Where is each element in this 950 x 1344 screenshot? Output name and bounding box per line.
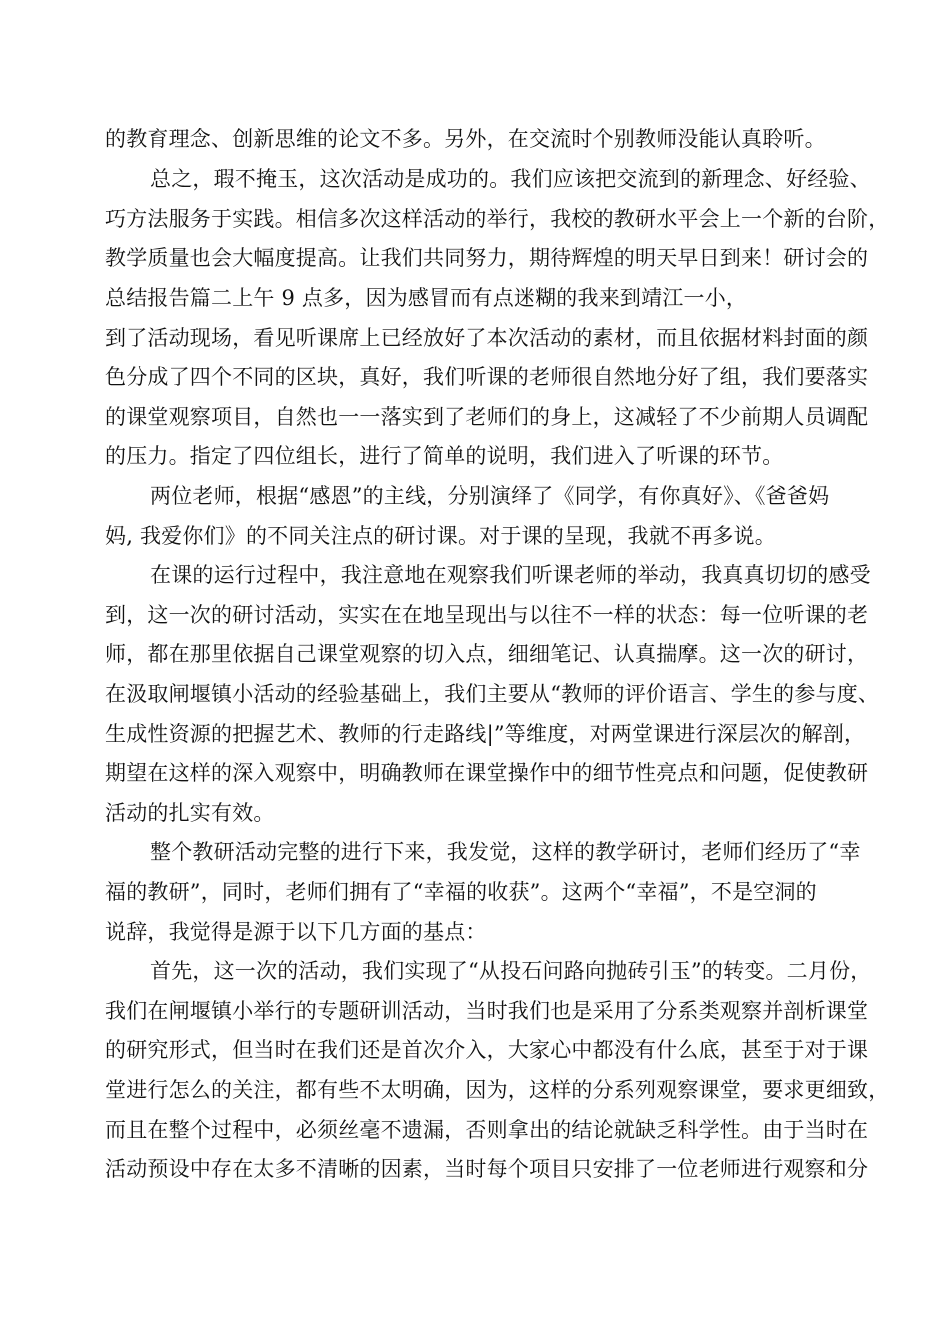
text-line: 到，这一次的研讨活动，实实在在地呈现出与以往不一样的状态：每一位听课的老 (105, 603, 869, 627)
text-line: 福的教研”，同时，老师们拥有了“幸福的收获”。这两个“幸福”，不是空洞的 (105, 880, 817, 904)
text-line: 色分成了四个不同的区块，真好，我们听课的老师很自然地分好了组，我们要落实 (105, 365, 869, 389)
text-line: 巧方法服务于实践。相信多次这样活动的举行，我校的教研水平会上一个新的台阶， (105, 207, 890, 231)
text-line: 教学质量也会大幅度提高。让我们共同努力，期待辉煌的明天早日到来！研讨会的 (105, 246, 869, 270)
text-line: 生成性资源的把握艺术、教师的行走路线|”等维度，对两堂课进行深层次的解剖， (105, 722, 866, 746)
text-line: 说辞，我觉得是源于以下几方面的基点： (105, 920, 487, 944)
text-line: 的课堂观察项目，自然也一一落实到了老师们的身上，这减轻了不少前期人员调配 (105, 405, 869, 429)
text-line: 活动的扎实有效。 (105, 801, 275, 825)
text-line: 妈, 我爱你们》的不同关注点的研讨课。对于课的呈现，我就不再多说。 (105, 524, 776, 548)
text-line: 我们在闸堰镇小举行的专题研训活动，当时我们也是采用了分系类观察并剖析课堂 (105, 999, 869, 1023)
text-line: 的压力。指定了四位组长，进行了简单的说明，我们进入了听课的环节。 (105, 444, 784, 468)
text-line: 到了活动现场，看见听课席上已经放好了本次活动的素材，而且依据材料封面的颜 (105, 326, 869, 350)
text-line: 的教育理念、创新思维的论文不多。另外，在交流时个别教师没能认真聆听。 (105, 127, 826, 151)
text-line: 总之，瑕不掩玉，这次活动是成功的。我们应该把交流到的新理念、好经验、 (150, 167, 871, 191)
text-line: 的研究形式，但当时在我们还是首次介入，大家心中都没有什么底，甚至于对于课 (105, 1038, 869, 1062)
text-line: 总结报告篇二上午 9 点多，因为感冒而有点迷糊的我来到靖江一小， (105, 286, 748, 310)
text-line: 期望在这样的深入观察中，明确教师在课堂操作中的细节性亮点和问题，促使教研 (105, 761, 869, 785)
text-line: 在汲取闸堰镇小活动的经验基础上，我们主要从“教师的评价语言、学生的参与度、 (105, 682, 880, 706)
text-line: 整个教研活动完整的进行下来，我发觉，这样的教学研讨，老师们经历了“幸 (150, 840, 861, 864)
text-line: 两位老师，根据“感恩”的主线，分别演绎了《同学，有你真好》、《爸爸妈 (150, 484, 830, 508)
text-line: 而且在整个过程中，必须丝毫不遗漏，否则拿出的结论就缺乏科学性。由于当时在 (105, 1118, 869, 1142)
text-line: 堂进行怎么的关注，都有些不太明确，因为，这样的分系列观察课堂，要求更细致， (105, 1078, 890, 1102)
text-line: 在课的运行过程中，我注意地在观察我们听课老师的举动，我真真切切的感受 (150, 563, 871, 587)
text-line: 师，都在那里依据自己课堂观察的切入点，细细笔记、认真揣摩。这一次的研讨， (105, 642, 869, 666)
text-line: 活动预设中存在太多不清晰的因素，当时每个项目只安排了一位老师进行观察和分 (105, 1157, 869, 1181)
text-line: 首先，这一次的活动，我们实现了“从投石问路向抛砖引玉”的转变。二月份， (150, 959, 872, 983)
